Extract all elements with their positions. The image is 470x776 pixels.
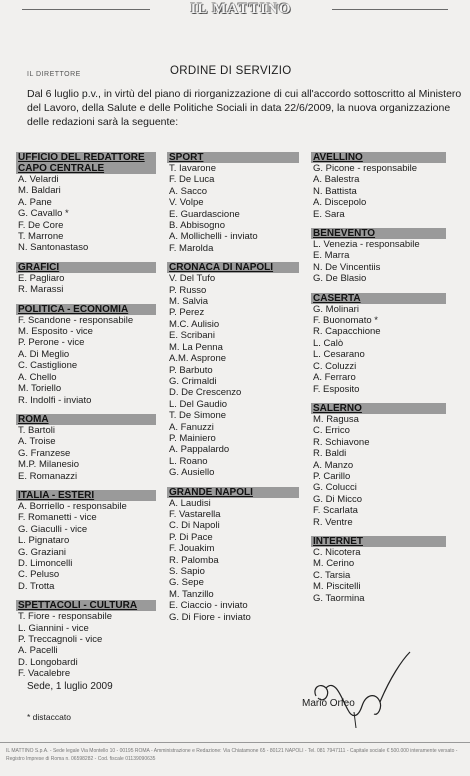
staff-name: G. Crimaldi	[169, 375, 217, 387]
section-col1-3	[16, 414, 156, 482]
staff-name: C. Nicotera	[313, 546, 361, 558]
staff-name: A. Laudisi	[169, 497, 211, 509]
staff-name: T. Bartoli	[18, 424, 55, 436]
staff-name: C. Di Napoli	[169, 520, 220, 532]
staff-name: G. Molinari	[313, 303, 359, 315]
staff-name: M. Cerino	[313, 558, 355, 570]
staff-list	[167, 273, 299, 478]
footnote: * distaccato	[27, 712, 71, 722]
column-middle	[167, 152, 299, 631]
staff-name: P. Russo	[169, 284, 207, 296]
staff-list	[16, 315, 156, 406]
staff-name: L. Calò	[313, 337, 344, 349]
section-heading: CASERTA	[311, 293, 446, 304]
staff-name: V. Del Tufo	[169, 273, 216, 285]
staff-name: P. Di Pace	[169, 531, 213, 543]
staff-list	[167, 163, 299, 254]
staff-name: T. Iavarone	[169, 163, 216, 174]
section-col1-0	[16, 152, 156, 254]
section-heading: GRAFICI	[16, 262, 156, 273]
place-date: Sede, 1 luglio 2009	[27, 681, 113, 692]
staff-name: A. Pappalardo	[169, 444, 230, 456]
staff-name: A. Pane	[18, 196, 52, 208]
staff-name: L. Giannini - vice	[18, 622, 89, 634]
staff-name: G. Di Micco	[313, 493, 363, 505]
staff-name: A. Ferraro	[313, 372, 356, 384]
staff-name: M. Baldari	[18, 185, 61, 197]
staff-name: F. De Luca	[169, 174, 215, 186]
footer-rule	[0, 742, 470, 743]
section-col3-2	[311, 293, 446, 395]
staff-name: F. Scandone - responsabile	[18, 314, 134, 326]
staff-list	[16, 501, 156, 592]
staff-list	[16, 273, 156, 296]
section-heading: GRANDE NAPOLI	[167, 487, 299, 498]
staff-name: T. Marrone	[18, 231, 64, 243]
staff-name: A. Balestra	[313, 174, 360, 186]
staff-name: P. Mainiero	[169, 432, 216, 444]
staff-name: L. Cesarano	[313, 349, 365, 361]
staff-name: C. Peluso	[18, 569, 60, 581]
staff-name: A. Chello	[18, 371, 57, 383]
section-col2-0	[167, 152, 299, 254]
staff-name: F. Jouakim	[169, 543, 215, 555]
section-heading: BENEVENTO	[311, 228, 446, 239]
section-col3-1	[311, 228, 446, 285]
staff-list	[311, 304, 446, 395]
staff-name: L. Del Gaudio	[169, 398, 228, 410]
section-col2-2	[167, 487, 299, 623]
section-heading: POLITICA - ECONOMIA	[16, 304, 156, 315]
staff-name: F. Esposito	[313, 383, 360, 395]
staff-name: N. Santonastaso	[18, 242, 89, 254]
staff-name: F. Scarlata	[313, 505, 358, 517]
staff-name: F. Vastarella	[169, 508, 221, 520]
staff-name: F. Buonomato *	[313, 315, 378, 327]
staff-name: A. Troise	[18, 436, 56, 448]
staff-name: M. Toriello	[18, 383, 62, 395]
staff-name: R. Schiavone	[313, 436, 370, 448]
staff-name: G. Sepe	[169, 577, 204, 589]
staff-name: M. Ragusa	[313, 413, 359, 425]
staff-name: A. Di Meglio	[18, 348, 70, 360]
staff-name: E. Marra	[313, 250, 350, 262]
staff-list	[16, 611, 156, 679]
staff-name: E. Romanazzi	[18, 470, 78, 482]
staff-name: S. Sapio	[169, 566, 205, 577]
staff-name: G. Graziani	[18, 546, 67, 558]
section-col3-4	[311, 536, 446, 604]
staff-name: A. Borriello - responsabile	[18, 500, 127, 512]
staff-name: G. Cavallo *	[18, 208, 69, 220]
staff-name: P. Barbuto	[169, 364, 213, 376]
staff-name: G. Ausiello	[169, 467, 215, 479]
staff-name: A. Discepolo	[313, 197, 367, 209]
staff-list	[311, 547, 446, 604]
staff-name: T. De Simone	[169, 410, 227, 422]
staff-name: G. De Blasio	[313, 273, 367, 285]
staff-name: C. Tarsia	[313, 569, 351, 581]
staff-name: E. Guardascione	[169, 208, 240, 220]
staff-name: M. Tanzillo	[169, 588, 214, 600]
section-heading: AVELLINO	[311, 152, 446, 163]
staff-name: F. Vacalebre	[18, 668, 71, 680]
staff-name: A.M. Asprone	[169, 353, 227, 365]
masthead-logo: IL MATTINO	[150, 1, 332, 18]
intro-paragraph: Dal 6 luglio p.v., in virtù del piano di riorganizzazione di cui all'accordo sottoscritto al Ministero del Lavoro, della Salute e delle Politiche Sociali in data 22/6/2009, la nuova organizzazione delle redazioni sarà la seguente:	[27, 88, 462, 128]
column-right	[311, 152, 446, 612]
staff-name: C. Castiglione	[18, 360, 78, 372]
staff-name: A. Sacco	[169, 185, 208, 197]
staff-name: N. Battista	[313, 185, 357, 197]
document-title: ORDINE DI SERVIZIO	[170, 65, 292, 77]
section-col3-3	[311, 403, 446, 528]
staff-name: R. Ventre	[313, 516, 353, 528]
section-heading: SALERNO	[311, 403, 446, 414]
section-col1-5	[16, 600, 156, 679]
staff-name: A. Manzo	[313, 459, 354, 471]
section-heading: SPETTACOLI - CULTURA	[16, 600, 156, 611]
staff-name: N. De Vincentiis	[313, 261, 381, 273]
staff-name: M. Esposito - vice	[18, 326, 93, 338]
staff-list	[311, 239, 446, 285]
staff-name: A. Mollichelli - inviato	[169, 231, 258, 243]
director-label: IL DIRETTORE	[27, 71, 81, 78]
staff-name: A. Velardi	[18, 174, 59, 185]
signature-scribble	[306, 648, 416, 730]
staff-name: G. Taormina	[313, 592, 365, 604]
staff-name: R. Indolfi - inviato	[18, 394, 92, 406]
staff-name: G. Di Fiore - inviato	[169, 611, 251, 623]
staff-name: G. Colucci	[313, 482, 357, 494]
staff-name: D. Longobardi	[18, 656, 78, 668]
staff-name: P. Treccagnoli - vice	[18, 634, 103, 645]
staff-name: P. Perez	[169, 307, 205, 319]
staff-name: R. Marassi	[18, 284, 64, 296]
staff-name: E. Ciaccio - inviato	[169, 600, 248, 612]
staff-name: G. Picone - responsabile	[313, 163, 418, 174]
staff-name: C. Coluzzi	[313, 360, 357, 372]
staff-name: G. Giaculli - vice	[18, 523, 88, 535]
staff-name: D. De Crescenzo	[169, 387, 242, 399]
section-col1-2	[16, 304, 156, 406]
staff-list	[16, 425, 156, 482]
staff-list	[167, 498, 299, 623]
section-heading: ROMA	[16, 414, 156, 425]
section-heading: UFFICIO DEL REDATTORE CAPO CENTRALE	[16, 152, 156, 174]
section-col1-4	[16, 490, 156, 592]
footer-imprint: IL MATTINO S.p.A. - Sede legale Via Montello 10 - 00195 ROMA - Amministrazione e Redazione: Via Chiatamone 65 - 80121 NAPOLI - Tel. 081 7947111 - Capitale sociale € 500.000 interamente versato - Registro Imprese di Roma n. 06598282 - Cod. fiscale 01139090635	[6, 748, 458, 762]
staff-name: D. Limoncelli	[18, 557, 73, 569]
section-heading: ITALIA - ESTERI	[16, 490, 156, 501]
staff-name: F. Romanetti - vice	[18, 512, 97, 524]
staff-name: L. Venezia - responsabile	[313, 239, 420, 251]
staff-name: P. Carillo	[313, 470, 351, 482]
section-col2-1	[167, 262, 299, 478]
staff-name: C. Errico	[313, 425, 350, 437]
staff-name: R. Palomba	[169, 554, 219, 566]
signatory-name: Mario Orfeo	[302, 698, 355, 709]
column-left	[16, 152, 156, 688]
staff-name: M.P. Milanesio	[18, 459, 80, 471]
staff-name: L. Pignataro	[18, 535, 70, 547]
staff-name: A. Pacelli	[18, 645, 58, 657]
staff-name: R. Capacchione	[313, 326, 381, 338]
staff-name: F. De Core	[18, 219, 64, 231]
staff-name: T. Fiore - responsabile	[18, 611, 112, 623]
section-heading: INTERNET	[311, 536, 446, 547]
staff-name: A. Fanuzzi	[169, 421, 214, 433]
staff-name: E. Sara	[313, 208, 345, 220]
staff-name: P. Perone - vice	[18, 337, 85, 349]
staff-name: D. Trotta	[18, 580, 55, 592]
staff-name: R. Baldi	[313, 448, 347, 460]
staff-name: M. Salvia	[169, 296, 209, 308]
staff-list	[16, 174, 156, 254]
staff-name: F. Marolda	[169, 242, 214, 254]
section-col3-0	[311, 152, 446, 220]
staff-list	[311, 163, 446, 220]
staff-name: E. Scribani	[169, 330, 215, 342]
staff-name: V. Volpe	[169, 197, 204, 209]
staff-list	[311, 414, 446, 528]
staff-name: B. Abbisogno	[169, 220, 225, 232]
staff-name: L. Roano	[169, 455, 208, 467]
staff-name: E. Pagliaro	[18, 272, 65, 284]
staff-name: M. Piscitelli	[313, 581, 361, 593]
section-heading: SPORT	[167, 152, 299, 163]
staff-name: M. La Penna	[169, 341, 223, 353]
staff-name: G. Franzese	[18, 447, 71, 459]
staff-name: M.C. Aulisio	[169, 318, 220, 330]
section-heading: CRONACA DI NAPOLI	[167, 262, 299, 273]
section-col1-1	[16, 262, 156, 296]
